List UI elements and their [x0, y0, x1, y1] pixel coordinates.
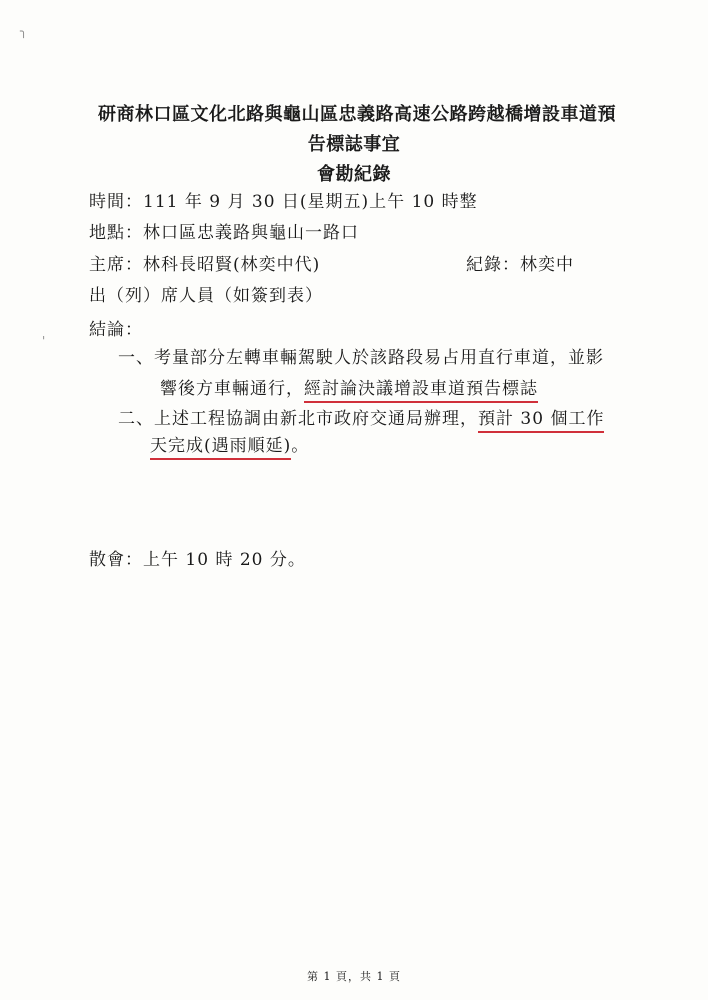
meeting-recorder: 紀錄：林奕中	[466, 255, 574, 275]
page-footer: 第 1 頁，共 1 頁	[307, 970, 401, 983]
scan-mark: '	[42, 334, 46, 348]
meeting-time: 時間：111 年 9 月 30 日(星期五)上午 10 時整	[89, 192, 478, 212]
meeting-chair: 主席：林科長昭賢(林奕中代)	[89, 255, 321, 275]
title-line-3: 會勘紀錄	[317, 164, 391, 185]
conclusion-item-1-text: 響後方車輛通行，	[160, 379, 304, 399]
underlined-completion: 天完成(遇雨順延)	[150, 436, 291, 460]
title-line-2: 告標誌事宜	[307, 134, 401, 155]
adjourn-time: 散會：上午 10 時 20 分。	[89, 550, 306, 570]
underlined-decision: 經討論決議增設車道預告標誌	[304, 379, 538, 403]
conclusion-item-2-text: 二、上述工程協調由新北市政府交通局辦理，	[118, 409, 478, 429]
conclusion-item-2-suffix: 。	[291, 436, 310, 456]
conclusion-item-2-line-1	[118, 404, 604, 429]
title-line-1: 研商林口區文化北路與龜山區忠義路高速公路跨越橋增設車道預	[98, 104, 616, 125]
conclusion-item-1-line-2	[160, 374, 538, 399]
attendees: 出（列）席人員（如簽到表）	[89, 286, 323, 306]
conclusion-item-1-line-1: 一、考量部分左轉車輛駕駛人於該路段易占用直行車道，並影	[118, 348, 604, 368]
scan-mark: ╮	[20, 24, 28, 38]
conclusion-label: 結論：	[89, 320, 143, 340]
meeting-place: 地點：林口區忠義路與龜山一路口	[89, 223, 359, 243]
conclusion-item-2-line-2	[150, 431, 309, 456]
underlined-estimate: 預計 30 個工作	[478, 409, 604, 433]
